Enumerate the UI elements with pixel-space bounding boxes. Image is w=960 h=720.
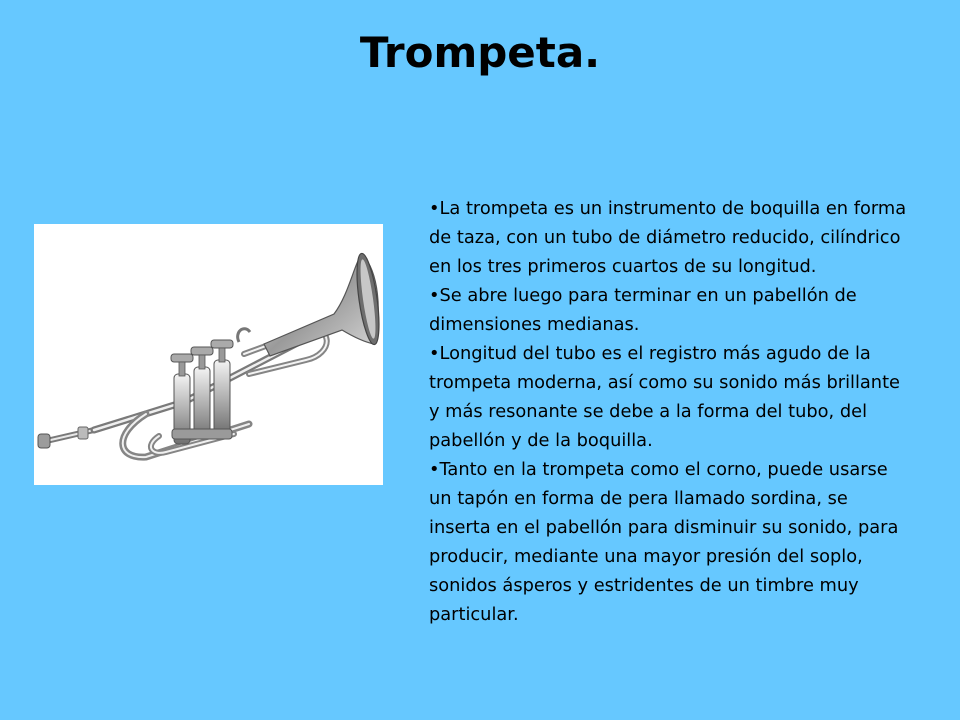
bullet-text: Longitud del tubo es el registro más agudo de la trompeta moderna, así como su sonido más brillante y más resonante se debe a la forma del tubo, del pabellón y de la boquilla.: [429, 343, 900, 451]
trumpet-illustration: [34, 224, 383, 485]
bullet-marker: •: [429, 343, 440, 364]
bullet-marker: •: [429, 285, 440, 306]
valves: [171, 340, 233, 444]
bullet-list: [429, 194, 907, 629]
bullet-text: Tanto en la trompeta como el corno, puede usarse un tapón en forma de pera llamado sordina, se inserta en el pabellón para disminuir su sonido, para producir, mediante una mayor presión del soplo, sonidos ásperos y estridentes de un timbre muy particular.: [429, 459, 899, 625]
bullet-marker: •: [429, 198, 440, 219]
bullet-marker: •: [429, 459, 440, 480]
bullet-item: [429, 339, 907, 455]
bullet-item: [429, 455, 907, 629]
bullet-text: Se abre luego para terminar en un pabellón de dimensiones medianas.: [429, 285, 857, 335]
bell: [264, 252, 383, 356]
slide-title: Trompeta.: [359, 28, 601, 77]
bullet-text: La trompeta es un instrumento de boquilla en forma de taza, con un tubo de diámetro reducido, cilíndrico en los tres primeros cuartos de su longitud.: [429, 198, 907, 277]
bullet-item: [429, 281, 907, 339]
bullet-item: [429, 194, 907, 281]
trumpet-photo: [34, 224, 383, 485]
